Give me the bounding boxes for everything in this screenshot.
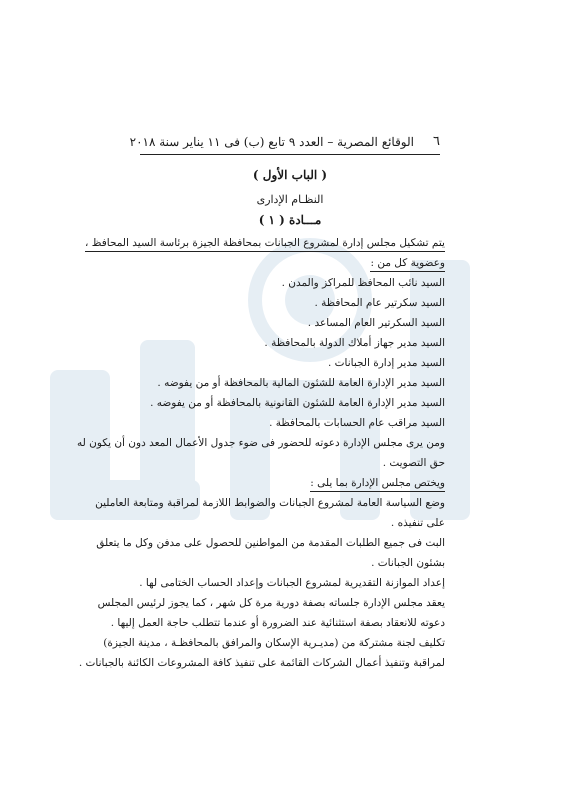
chapter-title: ( الباب الأول )	[252, 168, 328, 182]
body-line: السيد مراقب عام الحسابات بالمحافظة .	[269, 417, 445, 429]
body-line: بشئون الجبانات .	[371, 557, 445, 569]
article-title: مـــادة ( ١ )	[258, 213, 322, 227]
body-line: على تنفيذه .	[390, 517, 445, 529]
body-line: السيد مدير جهاز أملاك الدولة بالمحافظة .	[264, 337, 445, 349]
header-divider	[140, 154, 440, 155]
page-number: ٦	[433, 134, 440, 149]
body-line: السيد سكرتير عام المحافظة .	[314, 297, 445, 309]
body-line: إعداد الموازنة التقديرية لمشروع الجبانات وإعداد الحساب الختامى لها .	[139, 577, 445, 589]
gazette-header-title: الوقائع المصرية – العدد ٩ تابع (ب) فى ١١ يناير سنة ٢٠١٨	[129, 135, 414, 149]
body-line: ومن يرى مجلس الإدارة دعوته للحضور فى ضوء جدول الأعمال المعد دون أن يكون له	[76, 437, 445, 449]
body-line: دعوته للانعقاد بصفة استثنائية عند الضرورة أو عندما تتطلب حاجة العمل إليها .	[110, 617, 445, 629]
body-line: حق التصويت .	[382, 457, 445, 469]
body-line: السيد مدير إدارة الجبانات .	[327, 357, 445, 369]
body-line: لمراقبة وتنفيذ أعمال الشركات القائمة على تنفيذ كافة المشروعات الكائنة بالجبانات .	[78, 657, 445, 669]
body-line: يعقد مجلس الإدارة جلساته بصفة دورية مرة كل شهر ، كما يجوز لرئيس المجلس	[97, 597, 445, 609]
body-line: ويختص مجلس الإدارة بما يلى :	[310, 476, 445, 492]
body-line: السيد نائب المحافظ للمراكز والمدن .	[281, 277, 445, 289]
body-line: تكليف لجنة مشتركة من (مديـرية الإسكان والمرافق بالمحافظـة ، مدينة الجيزة)	[103, 637, 445, 649]
body-line: وضع السياسة العامة لمشروع الجبانات والضوابط اللازمة لمراقبة ومتابعة العاملين	[95, 497, 445, 509]
body-line: السيد مدير الإدارة العامة للشئون القانونية بالمحافظة أو من يفوضه .	[150, 397, 445, 409]
body-line: السيد مدير الإدارة العامة للشئون المالية بالمحافظة أو من يفوضه .	[157, 377, 445, 389]
body-line: السيد السكرتير العام المساعد .	[307, 317, 445, 329]
section-title: النظـام الإدارى	[256, 193, 324, 206]
body-line: يتم تشكيل مجلس إدارة لمشروع الجبانات بمحافظة الجيزة برئاسة السيد المحافظ ،	[85, 236, 445, 252]
page-header	[129, 134, 440, 152]
body-line: البت فى جميع الطلبات المقدمة من المواطنين للحصول على مدفن وكل ما يتعلق	[96, 537, 445, 549]
body-line: وعضوية كل من :	[370, 256, 445, 272]
